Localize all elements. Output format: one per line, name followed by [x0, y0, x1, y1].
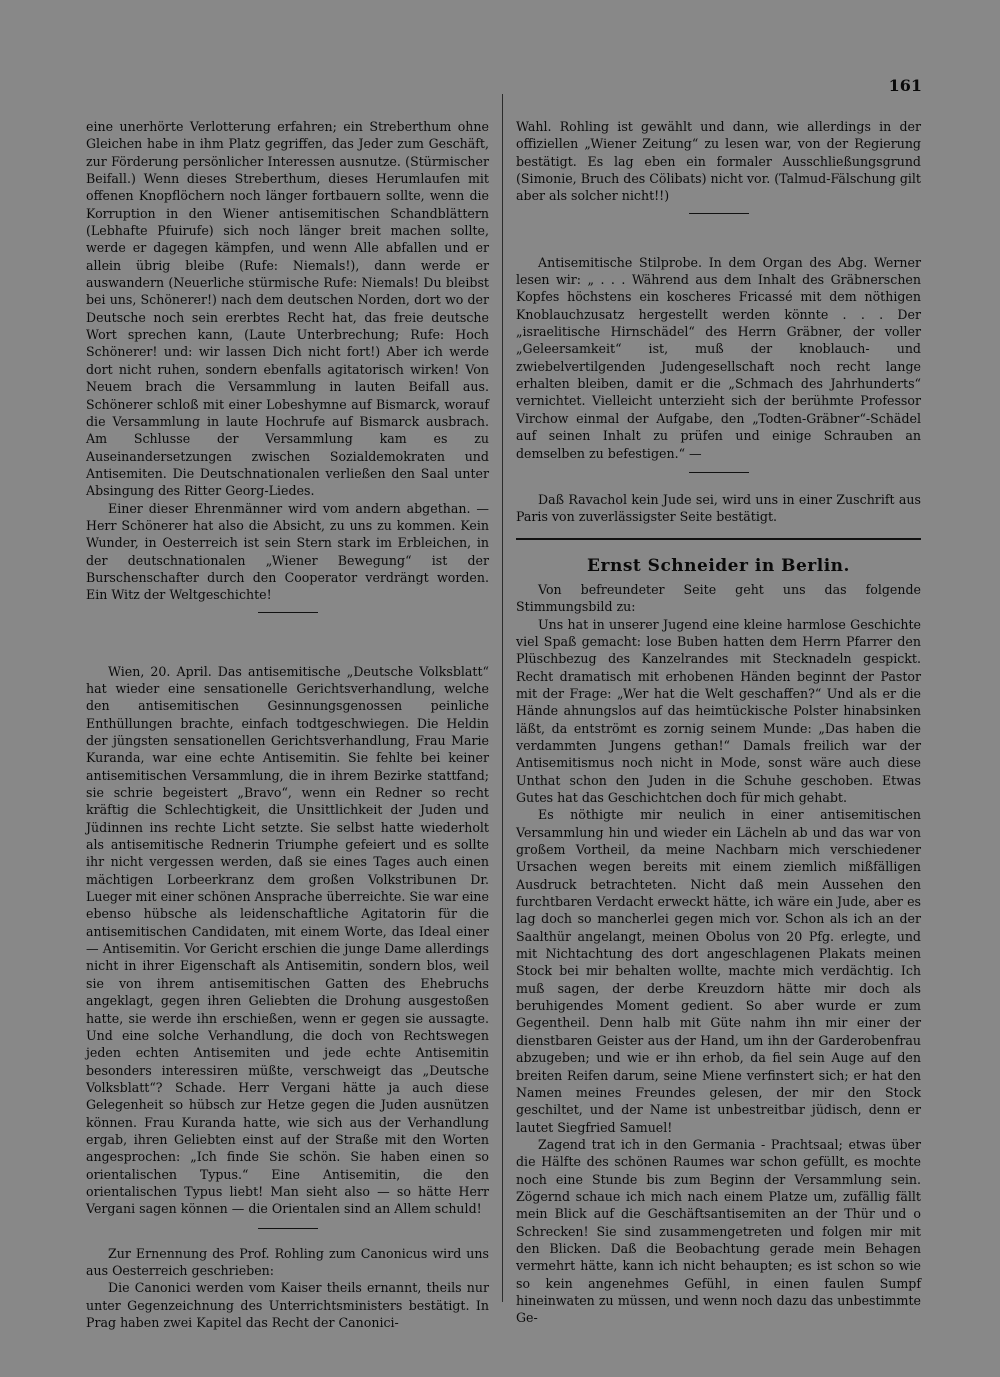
section-rule	[516, 538, 921, 540]
separator	[689, 213, 749, 214]
article-schneider-p2: Es nöthigte mir neulich in einer antisemitischen Versammlung hin und wieder ein Lächeln ab und das war von großem Vortheil, da meine Nachbarn mich verschiedener Ursachen wegen bereits mit einem ziemlich mißfälligen Ausdruck betrachteten. Nicht daß mein Aussehen den furchtbaren Verdacht erweckt hätte, ich wäre ein Jude, aber es lag doch so mancherlei gegen mich vor. Schon als ich an der Saalthür angelangt, meinen Obolus von 20 Pfg. erlegte, und mit Nichtachtung des dort angeschlagenen Plakats meinen Stock bei mir behalten wollte, machte mich verdächtig. Ich muß sagen, der derbe Kreuzdorn hätte mir doch als beruhigendes Moment gedient. So aber wurde er zum Gegentheil. Denn halb mit Güte nahm ihn mir einer der dienstbaren Geister aus der Hand, um ihn der Garderobenfrau abzugeben; und wie er ihn erhob, da fiel sein Auge auf den breiten Reifen darum, seine Miene verfinstert sich; er hat den Namen meines Freundes gelesen, der mir den Stock geschiltet, und der Name ist unbestreitbar jüdisch, denn er lautet Siegfried Samuel!	[516, 807, 921, 1135]
article-rohling-body: Die Canonici werden vom Kaiser theils ernannt, theils nur unter Gegenzeichnung des Unterrichtsministers bestätigt. In Prag haben zwei Kapitel das Recht der Canonici-	[86, 1280, 489, 1330]
article-stilprobe: Antisemitische Stilprobe. In dem Organ des Abg. Werner lesen wir: „ . . . Während aus dem Inhalt des Gräbnerschen Kopfes höchstens ein koscheres Fricassé mit dem nöthigen Knoblauchzusatz hergestellt werden könnte . . . Der „israelitische Hirnschädel“ des Herrn Gräbner, der voller „Gelеersamkeit“ ist, muß der knoblauch- und zwiebelvertilgenden Judengesellschaft noch recht lange erhalten bleiben, damit er die „Schmach des Jahrhunderts“ vernichtet. Vielleicht unterzieht sich der berühmte Professor Virchow einmal der Aufgabe, den „Todten-Gräbner“-Schädel auf seinen Inhalt zu prüfen und einige Schrauben an demselben zu befestigen.“ —	[516, 254, 921, 461]
article-ravachol: Daß Ravachol kein Jude sei, wird uns in einer Zuschrift aus Paris von zuverlässigster Seite bestätigt.	[516, 491, 921, 525]
article-schneider-p1: Uns hat in unserer Jugend eine kleine harmlose Geschichte viel Spaß gemacht: lose Buben hatten dem Herrn Pfarrer den Plüschbezug des Kanzelrandes mit Stecknadeln gespickt. Recht dramatisch mit erhobenen Händen beginnt der Pastor mit der Frage: „Wer hat die Welt geschaffen?“ Und als er die Hände ahnungslos auf das heimtückische Polster hinabsinken läßt, da entströmt es zornig seinem Munde: „Das haben die verdammten Jungens gethan!“ Damals freilich war der Antisemitismus noch nicht in Mode, sonst wäre auch diese Unthat schon den Juden in die Schuhe geschoben. Etwas Gutes hat das Geschichtchen doch für mich gehabt.	[516, 616, 921, 805]
article-rohling-continued: Wahl. Rohling ist gewählt und dann, wie allerdings in der offiziellen „Wiener Zeitung“ zu lesen war, von der Regierung bestätigt. Es lag eben ein formaler Ausschließungsgrund (Simonie, Bruch des Cölibats) nicht vor. (Talmud-Fälschung gilt aber als solcher nicht!!)	[516, 119, 921, 204]
separator	[258, 1228, 318, 1229]
article-rohling-intro: Zur Ernennung des Prof. Rohling zum Canonicus wird uns aus Oesterreich geschrieben:	[86, 1245, 489, 1278]
article-schneider-p3: Zagend trat ich in den Germania - Prachtsaal; etwas über die Hälfte des schönen Raumes war schon gefüllt, es mochte noch eine Stunde bis zum Beginn der Versammlung sein. Zögernd schaue ich mich nach einem Platze um, zufällig fällt mein Blick auf die Geschäftsantisemiten an der Thür und o Schrecken! Sie sind zusammengetreten und folgen mir mit den Blicken. Daß die Beobachtung gerade mein Behagen vermehrt hätte, kann ich nicht behaupten; es ist schon so wie so kein angenehmes Gefühl, in einen faulen Sumpf hineinwaten zu müssen, und wenn noch dazu das unbestimmte Ge-	[516, 1136, 921, 1326]
article-wien-kuranda: Wien, 20. April. Das antisemitische „Deutsche Volksblatt“ hat wieder eine sensationelle Gerichtsverhandlung, welche den antisemitischen Gesinnungsgenossen peinliche Enthüllungen brachte, einfach todtgeschwiegen. Die Heldin der jüngsten sensationellen Gerichtsverhandlung, Frau Marie Kuranda, war eine echte Antisemitin. Sie fehlte bei keiner antisemitischen Versammlung, die in ihrem Bezirke stattfand; sie schrie begeistert „Bravo“, wenn ein Redner so recht kräftig die Schlechtigkeit, die Unsittlichkeit der Juden und Jüdinnen ins rechte Licht setzte. Sie selbst hatte wiederholt als antisemitische Rednerin Triumphe gefeiert und es sollte ihr nicht vergessen werden, daß sie eines Tages auch einen mächtigen Lorbeerkranz dem großen Volkstribunen Dr. Lueger mit einer schönen Ansprache überreichte. Sie war eine ebenso hübsche als leidenschaftliche Agitatorin für die antisemitischen Candidaten, mit einem Worte, das Ideal einer — Antisemitin. Vor Gericht erschien die junge Dame allerdings nicht in ihrer Eigenschaft als Antisemitin, sondern blos, weil sie von ihrem antisemitischen Gatten des Ehebruchs angeklagt, gegen ihren Geliebten die Drohung ausgestoßen hatte, sie werde ihn erschießen, wenn er gegen sie aussagte. Und eine solche Verhandlung, die doch von Rechtswegen jeden echten Antisemiten und jede echte Antisemitin besonders interessiren müßte, verschweigt das „Deutsche Volksblatt“? Schade. Herr Vergani hätte ja auch diese Gelegenheit so hübsch zur Hetze gegen die Juden ausnützen können. Frau Kuranda hatte, wie sich aus der Verhandlung ergab, ihren Geliebten einst auf der Straße mit den Worten angesprochen: „Ich finde Sie schön. Sie haben einen so orientalischen Typus.“ Eine Antisemitin, die den orientalischen Typus liebt! Man sieht also — so hätte Herr Vergani sagen können — die Orientalen sind an Allem schuld!	[86, 663, 489, 1217]
left-column	[86, 118, 489, 1331]
column-divider	[502, 94, 503, 1302]
separator	[258, 612, 318, 613]
page-number: 161	[888, 76, 922, 95]
article-schneider-intro: Von befreundeter Seite geht uns das folgende Stimmungsbild zu:	[516, 581, 921, 615]
article-schoenerer-comment: Einer dieser Ehrenmänner wird vom andern abgethan. — Herr Schönerer hat also die Absicht, zu uns zu kommen. Kein Wunder, in Oesterreich ist sein Stern stark im Erbleichen, in der deutschnationalen „Wiener Bewegung“ ist der Burschenschafter durch den Cooperator verdrängt worden. Ein Witz der Weltgeschichte!	[86, 500, 489, 603]
section-title: Ernst Schneider in Berlin.	[587, 555, 850, 576]
article-schoenerer-continued: eine unerhörte Verlotterung erfahren; ein Streberthum ohne Gleichen habe in ihm Platz gegriffen, das Jeder zum Geschäft, zur Förderung persönlicher Interessen ausnutze. (Stürmischer Beifall.) Wenn dieses Streberthum, dieses Herumlaufen mit offenen Knopflöchern noch länger fortbauern sollte, wenn die Korruption in den Wiener antisemitischen Schandblättern (Lebhafte Pfuirufe) sich noch länger breit machen sollte, werde er dagegen kämpfen, und wenn Alle abfallen und er allein übrig bleibe (Rufe: Niemals!), dann werde er auswandern (Neuerliche stürmische Rufe: Niemals! Du bleibst bei uns, Schönerer!) nach dem deutschen Norden, dort wo der Deutsche noch sein ererbtes Recht hat, das freie deutsche Wort sprechen kann, (Laute Unterbrechung; Rufe: Hoch Schönerer! und: wir lassen Dich nicht fort!) Aber ich werde dort nicht ruhen, sondern ebenfalls agitatorisch wirken! Von Neuem brach die Versammlung in lauten Beifall aus. Schönerer schloß mit einer Lobeshymne auf Bismarck, worauf die Versammlung in laute Hochrufe auf Bismarck ausbrach. Am Schlusse der Versammlung kam es zu Auseinandersetzungen zwischen Sozialdemokraten und Antisemiten. Die Deutschnationalen verließen den Saal unter Absingung des Ritter Georg-Liedes.	[86, 119, 489, 499]
separator	[689, 472, 749, 473]
right-column	[516, 118, 921, 1327]
